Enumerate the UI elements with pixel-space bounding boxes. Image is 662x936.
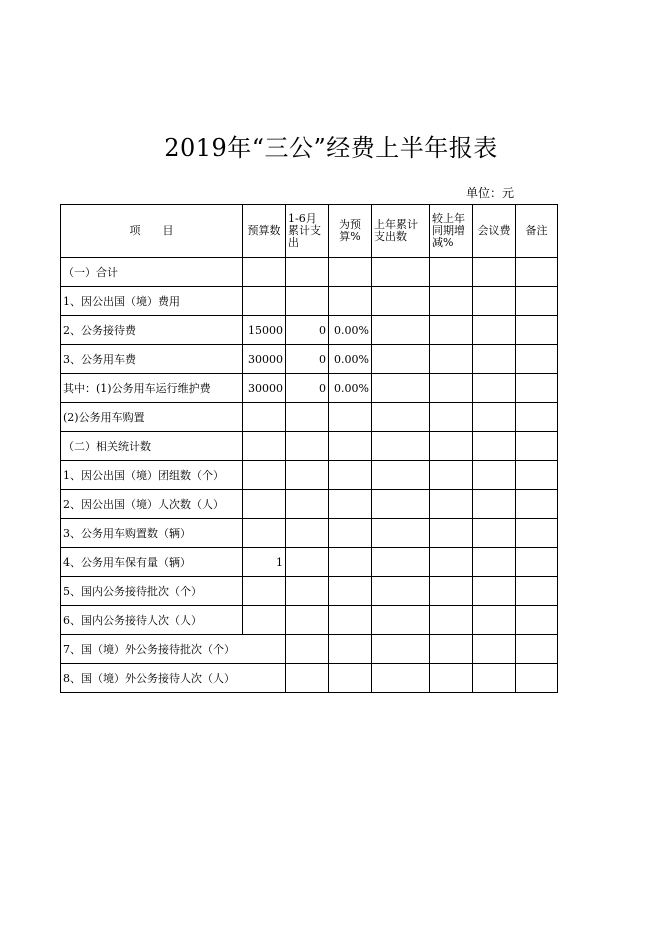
row-notes	[516, 345, 558, 374]
row-spent: 0	[286, 374, 329, 403]
row-last-year	[372, 461, 430, 490]
row-label: (2)公务用车购置	[61, 403, 243, 432]
row-spent: 0	[286, 345, 329, 374]
row-percent	[329, 490, 372, 519]
table-row	[61, 461, 558, 490]
row-change	[430, 316, 473, 345]
row-percent	[329, 606, 372, 635]
header-spent: 1-6月累计支出	[286, 205, 329, 258]
row-notes	[516, 374, 558, 403]
row-percent	[329, 461, 372, 490]
row-last-year	[372, 490, 430, 519]
row-notes	[516, 606, 558, 635]
row-change	[430, 548, 473, 577]
row-spent	[286, 461, 329, 490]
header-percent: 为预算%	[329, 205, 372, 258]
row-percent	[329, 664, 372, 693]
unit-label: 单位：元	[466, 186, 515, 200]
report-title: 2019年“三公”经费上半年报表	[164, 134, 498, 162]
table-row	[61, 287, 558, 316]
row-budget	[243, 461, 286, 490]
row-change	[430, 664, 473, 693]
header-meeting: 会议费	[473, 205, 516, 258]
row-spent	[286, 287, 329, 316]
row-label: 3、公务用车费	[61, 345, 243, 374]
table-row	[61, 432, 558, 461]
row-spent	[286, 606, 329, 635]
row-budget: 30000	[243, 374, 286, 403]
row-meeting	[473, 403, 516, 432]
row-budget	[243, 258, 286, 287]
row-notes	[516, 664, 558, 693]
row-spent	[286, 490, 329, 519]
row-label: （二）相关统计数	[61, 432, 243, 461]
row-budget	[243, 287, 286, 316]
row-spent: 0	[286, 316, 329, 345]
table-row	[61, 519, 558, 548]
row-percent	[329, 519, 372, 548]
row-notes	[516, 403, 558, 432]
header-notes: 备注	[516, 205, 558, 258]
row-last-year	[372, 345, 430, 374]
row-budget	[243, 432, 286, 461]
row-meeting	[473, 287, 516, 316]
row-percent	[329, 403, 372, 432]
row-meeting	[473, 577, 516, 606]
row-notes	[516, 490, 558, 519]
row-percent	[329, 432, 372, 461]
row-budget	[243, 519, 286, 548]
row-meeting	[473, 345, 516, 374]
table-row-wide	[61, 635, 558, 664]
row-last-year	[372, 374, 430, 403]
expense-table	[60, 204, 558, 693]
row-meeting	[473, 606, 516, 635]
row-last-year	[372, 287, 430, 316]
row-label: 7、国（境）外公务接待批次（个）	[61, 635, 286, 664]
table-row-wide	[61, 664, 558, 693]
row-percent	[329, 635, 372, 664]
row-budget	[243, 577, 286, 606]
row-change	[430, 287, 473, 316]
row-label: 1、因公出国（境）费用	[61, 287, 243, 316]
table-row	[61, 403, 558, 432]
row-change	[430, 577, 473, 606]
row-notes	[516, 519, 558, 548]
row-spent	[286, 432, 329, 461]
row-change	[430, 635, 473, 664]
row-spent	[286, 664, 329, 693]
row-meeting	[473, 519, 516, 548]
row-change	[430, 403, 473, 432]
row-percent: 0.00%	[329, 316, 372, 345]
row-notes	[516, 548, 558, 577]
row-budget	[243, 403, 286, 432]
row-budget	[243, 606, 286, 635]
table-row	[61, 258, 558, 287]
row-meeting	[473, 461, 516, 490]
row-change	[430, 374, 473, 403]
row-label: 8、国（境）外公务接待人次（人）	[61, 664, 286, 693]
row-change	[430, 432, 473, 461]
row-notes	[516, 635, 558, 664]
row-notes	[516, 461, 558, 490]
row-label: 2、因公出国（境）人次数（人）	[61, 490, 243, 519]
row-change	[430, 519, 473, 548]
row-budget: 15000	[243, 316, 286, 345]
row-change	[430, 490, 473, 519]
row-spent	[286, 258, 329, 287]
row-last-year	[372, 548, 430, 577]
row-notes	[516, 432, 558, 461]
row-meeting	[473, 490, 516, 519]
row-percent: 0.00%	[329, 374, 372, 403]
row-label: 1、因公出国（境）团组数（个）	[61, 461, 243, 490]
table-row	[61, 374, 558, 403]
table-row	[61, 316, 558, 345]
row-meeting	[473, 374, 516, 403]
table-row	[61, 606, 558, 635]
row-label: （一）合计	[61, 258, 243, 287]
row-last-year	[372, 577, 430, 606]
row-notes	[516, 258, 558, 287]
row-meeting	[473, 664, 516, 693]
row-budget: 30000	[243, 345, 286, 374]
row-meeting	[473, 316, 516, 345]
row-last-year	[372, 316, 430, 345]
row-meeting	[473, 635, 516, 664]
row-last-year	[372, 606, 430, 635]
row-spent	[286, 548, 329, 577]
header-last-year: 上年累计支出数	[372, 205, 430, 258]
row-percent	[329, 577, 372, 606]
row-spent	[286, 519, 329, 548]
row-spent	[286, 635, 329, 664]
header-budget: 预算数	[243, 205, 286, 258]
header-change: 较上年同期增减%	[430, 205, 473, 258]
row-label: 4、公务用车保有量（辆）	[61, 548, 243, 577]
row-percent	[329, 287, 372, 316]
row-label: 2、公务接待费	[61, 316, 243, 345]
row-notes	[516, 316, 558, 345]
row-meeting	[473, 432, 516, 461]
row-last-year	[372, 432, 430, 461]
row-meeting	[473, 548, 516, 577]
row-label: 5、国内公务接待批次（个）	[61, 577, 243, 606]
table-row	[61, 490, 558, 519]
row-last-year	[372, 635, 430, 664]
row-change	[430, 606, 473, 635]
row-label: 3、公务用车购置数（辆）	[61, 519, 243, 548]
row-last-year	[372, 403, 430, 432]
row-percent	[329, 548, 372, 577]
table-row	[61, 548, 558, 577]
row-percent: 0.00%	[329, 345, 372, 374]
row-change	[430, 258, 473, 287]
table-row	[61, 345, 558, 374]
row-budget	[243, 490, 286, 519]
header-item: 项 目	[61, 205, 243, 258]
row-last-year	[372, 664, 430, 693]
row-notes	[516, 287, 558, 316]
row-spent	[286, 403, 329, 432]
table-row	[61, 577, 558, 606]
row-budget: 1	[243, 548, 286, 577]
row-percent	[329, 258, 372, 287]
row-spent	[286, 577, 329, 606]
row-last-year	[372, 258, 430, 287]
table-header-row	[61, 205, 558, 258]
row-label: 6、国内公务接待人次（人）	[61, 606, 243, 635]
row-last-year	[372, 519, 430, 548]
row-notes	[516, 577, 558, 606]
row-change	[430, 461, 473, 490]
row-meeting	[473, 258, 516, 287]
row-label: 其中：(1)公务用车运行维护费	[61, 374, 243, 403]
row-change	[430, 345, 473, 374]
